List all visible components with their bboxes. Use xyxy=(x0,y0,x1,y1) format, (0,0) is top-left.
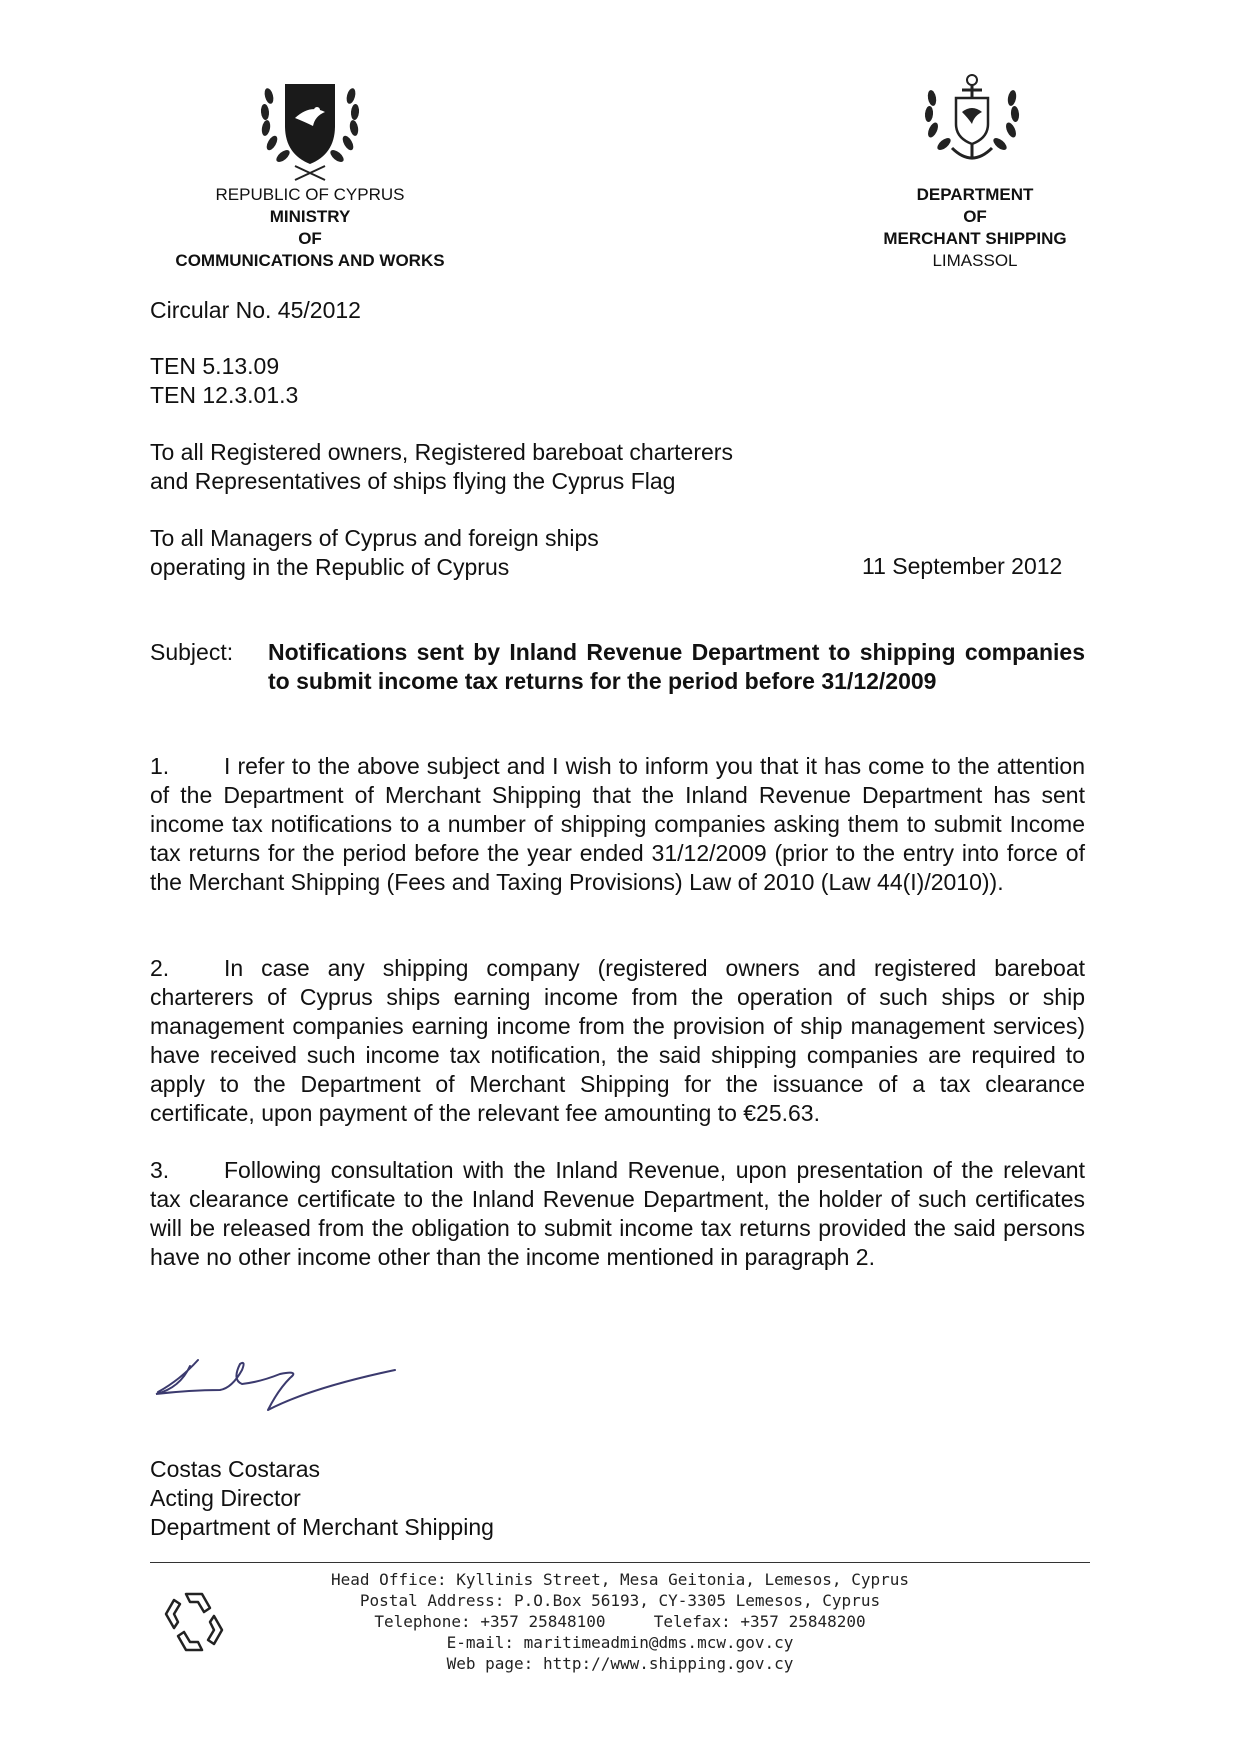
ministry-label: MINISTRY xyxy=(269,207,351,226)
recycle-icon xyxy=(158,1586,230,1658)
department-label: DEPARTMENT xyxy=(916,185,1034,204)
paragraph-3-text: Following consultation with the Inland Revenue, upon presentation of the relevant tax clearance certificate to the Inland Revenue Department, the holder of such certificates will be released from the obligation to submit income tax returns provided the said persons have no other income other than the income mentioned in paragraph 2. xyxy=(150,1157,1085,1270)
reference-1: TEN 5.13.09 xyxy=(150,353,280,379)
recipients-managers-line1: To all Managers of Cyprus and foreign ships xyxy=(150,525,599,551)
cyprus-coat-of-arms-icon xyxy=(255,76,365,184)
reference-2: TEN 12.3.01.3 xyxy=(150,382,299,408)
paragraph-1-text: I refer to the above subject and I wish to inform you that it has come to the attention of the Department of Merchant Shipping that the Inland Revenue Department has sent income tax notifications to a number of shipping companies asking them to submit Income tax returns for the period before the year ended 31/12/2009 (prior to the entry into force of the Merchant Shipping (Fees and Taxing Provisions) Law of 2010 (Law 44(I)/2010)). xyxy=(150,753,1085,895)
recipients-owners-line1: To all Registered owners, Registered bareboat charterers xyxy=(150,439,733,465)
signatory-name: Costas Costaras xyxy=(150,1456,321,1482)
paragraph-2-text: In case any shipping company (registered owners and registered bareboat charterers of Cyprus ships earning income from the operation of such ships or ship management companies earning income from the provision of ship management services) have received such income tax notification, the said shipping companies are required to apply to the Department of Merchant Shipping for the issuance of a tax clearance certificate, upon payment of the relevant fee amounting to €25.63. xyxy=(150,955,1085,1126)
footer-postal-address: Postal Address: P.O.Box 56193, CY-3305 Lemesos, Cyprus xyxy=(359,1591,881,1610)
ministry-name-label: COMMUNICATIONS AND WORKS xyxy=(175,251,445,270)
subject-text: Notifications sent by Inland Revenue Department to shipping companies to submit income tax returns for the period before 31/12/2009 xyxy=(268,639,1085,694)
paragraph-3 xyxy=(150,1156,1085,1272)
signature-image xyxy=(150,1330,400,1420)
signatory-title: Acting Director xyxy=(150,1485,301,1511)
paragraph-3-number: 3. xyxy=(150,1157,170,1183)
recipients-owners xyxy=(150,438,733,496)
merchant-shipping-emblem-icon xyxy=(918,72,1026,172)
merchant-shipping-label: MERCHANT SHIPPING xyxy=(883,229,1067,248)
paragraph-2-number: 2. xyxy=(150,955,170,981)
footer-webpage: Web page: http://www.shipping.gov.cy xyxy=(446,1654,794,1673)
letter-date: 11 September 2012 xyxy=(862,553,1063,579)
subject-block xyxy=(150,638,1085,696)
subject-label: Subject: xyxy=(150,639,234,665)
recipients-managers-line2: operating in the Republic of Cyprus xyxy=(150,554,510,580)
reference-block xyxy=(150,352,298,410)
republic-label: REPUBLIC OF CYPRUS xyxy=(215,185,405,204)
recipients-owners-line2: and Representatives of ships flying the Cyprus Flag xyxy=(150,468,676,494)
footer-head-office: Head Office: Kyllinis Street, Mesa Geitonia, Lemesos, Cyprus xyxy=(331,1570,909,1589)
signatory-block xyxy=(150,1455,494,1542)
recipients-managers xyxy=(150,524,599,582)
footer-email: E-mail: maritimeadmin@dms.mcw.gov.cy xyxy=(446,1633,794,1652)
footer-contact xyxy=(300,1569,940,1674)
paragraph-1-number: 1. xyxy=(150,753,170,779)
footer-phone-fax: Telephone: +357 25848100 Telefax: +357 25848200 xyxy=(374,1612,866,1631)
limassol-label: LIMASSOL xyxy=(932,251,1018,270)
paragraph-2 xyxy=(150,954,1085,1128)
signatory-department: Department of Merchant Shipping xyxy=(150,1514,494,1540)
footer-divider xyxy=(150,1562,1090,1563)
circular-number: Circular No. 45/2012 xyxy=(150,297,361,323)
dept-of-label: OF xyxy=(963,207,987,226)
of-label: OF xyxy=(298,229,322,248)
paragraph-1 xyxy=(150,752,1085,897)
